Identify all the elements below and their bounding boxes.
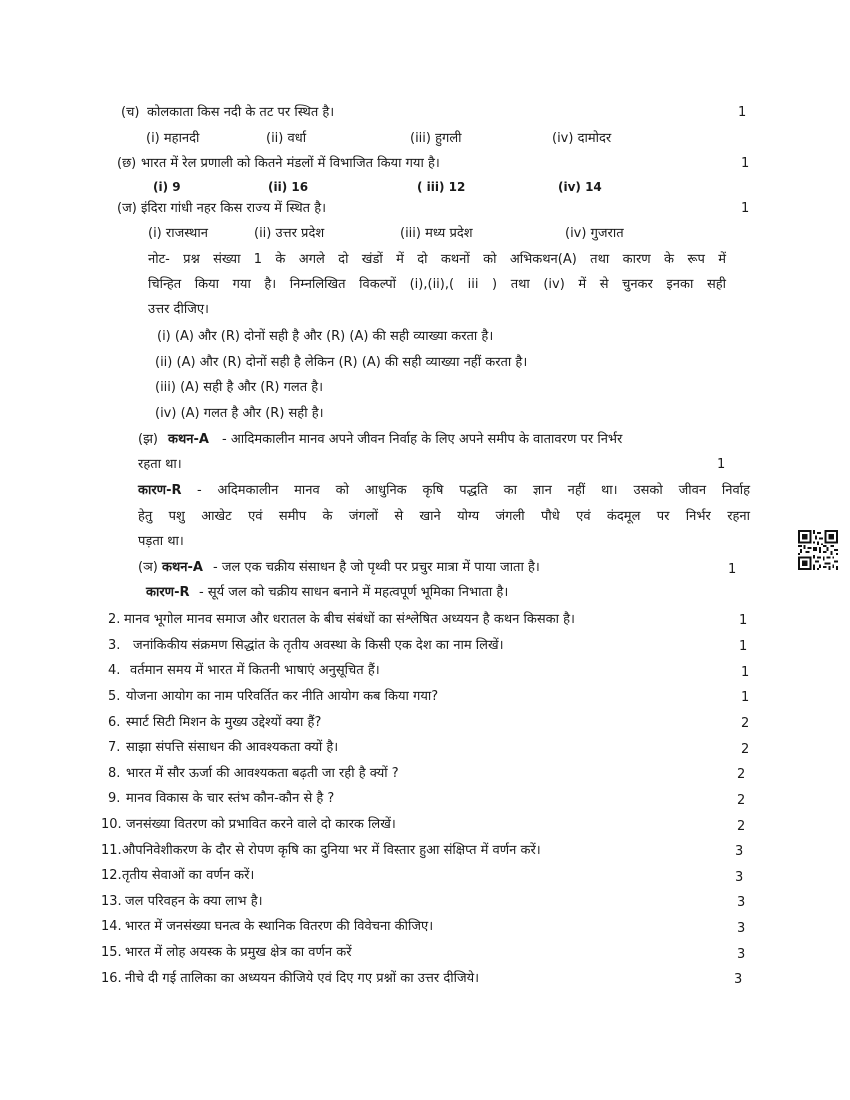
question-text: वर्तमान समय में भारत में कितनी भाषाएं अनुसूचित हैं। [130,663,380,678]
reason-text: - अदिमकालीन मानव को आधुनिक कृषि पद्धति का ज्ञान नहीं था। उसको जीवन निर्वाह [197,483,750,498]
question-text: मानव भूगोल मानव समाज और धरातल के बीच संबंधों का संश्लेषित अध्ययन है कथन किसका है। [124,612,575,627]
question-marks: 2 [737,793,746,808]
question-text: भारत में जनसंख्या घनत्व के स्थानिक वितरण की विवेचना कीजिए। [125,919,434,934]
question-marks: 1 [738,105,747,120]
reason-label: कारण-R [146,585,190,600]
question-text: तृतीय सेवाओं का वर्णन करें। [122,868,255,883]
question-number: 6. [108,715,121,730]
question-text: नीचे दी गई तालिका का अध्ययन कीजिये एवं दिए गए प्रश्नों का उत्तर दीजिये। [125,971,480,986]
question-text: भारत में सौर ऊर्जा की आवश्यकता बढ़ती जा रही है क्यों ? [126,766,399,781]
option: (ii) वर्धा [266,131,307,146]
question-text: जनांकिकीय संक्रमण सिद्धांत के तृतीय अवस्था के किसी एक देश का नाम लिखें। [133,638,504,653]
question-number: 12. [101,868,122,883]
question-number: 14. [101,919,122,934]
question-number: 3. [108,638,121,653]
question-number: 13. [101,894,122,909]
question-text: भारत में रेल प्रणाली को कितने मंडलों में विभाजित किया गया है। [141,156,440,171]
question-number: 7. [108,740,121,755]
question-marks: 1 [717,457,726,472]
question-number: 15. [101,945,122,960]
option: (ii) 16 [268,180,309,194]
question-number: 5. [108,689,121,704]
question-marks: 1 [739,639,748,654]
qr-code-icon [798,530,838,570]
question-marks: 1 [741,201,750,216]
reason-label: कारण-R [138,483,182,498]
question-label: (ज) [117,201,137,216]
note-text: उत्तर दीजिए। [148,302,209,317]
question-marks: 2 [737,819,746,834]
assertion-option: (ii) (A) और (R) दोनों सही है लेकिन (R) (A) की सही व्याख्या नहीं करता है। [155,355,528,370]
question-text: स्मार्ट सिटी मिशन के मुख्य उद्देश्यों क्या हैं? [126,715,322,730]
question-marks: 1 [728,562,737,577]
question-number: 8. [108,766,121,781]
question-marks: 1 [741,665,750,680]
option: (i) 9 [153,180,181,194]
question-text: जल परिवहन के क्या लाभ है। [125,894,263,909]
reason-text: पड़ता था। [138,534,184,549]
question-marks: 2 [741,716,750,731]
question-text: औपनिवेशीकरण के दौर से रोपण कृषि का दुनिया भर में विस्तार हुआ संक्षिप्त में वर्णन करें। [122,843,541,858]
option: (ii) उत्तर प्रदेश [254,226,325,241]
question-marks: 3 [737,895,746,910]
option: (iv) 14 [558,180,602,194]
question-text: योजना आयोग का नाम परिवर्तित कर नीति आयोग कब किया गया? [126,689,439,704]
question-label: (छ) [117,156,137,171]
question-marks: 3 [735,844,744,859]
question-marks: 2 [737,767,746,782]
option: (iv) दामोदर [552,131,612,146]
assertion-text: रहता था। [138,457,182,472]
question-number: 2. [108,612,121,627]
question-label: (च) [121,105,140,120]
question-marks: 3 [734,972,743,987]
question-marks: 3 [735,870,744,885]
assertion-option: (iii) (A) सही है और (R) गलत है। [155,380,324,395]
question-number: 4. [108,663,121,678]
note-text: नोट- प्रश्न संख्या 1 के अगले दो खंडों में दो कथनों को अभिकथन(A) तथा कारण के रूप में [148,252,726,267]
question-marks: 1 [739,613,748,628]
question-marks: 2 [741,742,750,757]
option: (i) महानदी [146,131,200,146]
question-text: मानव विकास के चार स्तंभ कौन-कौन से है ? [126,791,335,806]
reason-text: - सूर्य जल को चक्रीय साधन बनाने में महत्वपूर्ण भूमिका निभाता है। [199,585,509,600]
option: (iv) गुजरात [565,226,624,241]
assertion-option: (i) (A) और (R) दोनों सही है और (R) (A) की सही व्याख्या करता है। [157,329,494,344]
option: ( iii) 12 [417,180,466,194]
question-marks: 3 [737,921,746,936]
assertion-label: कथन-A [168,432,209,447]
question-number: 10. [101,817,122,832]
reason-text: हेतु पशु आखेट एवं समीप के जंगलों से खाने योग्य जंगली पौधे एवं कंदमूल पर निर्भर रहना [138,509,750,524]
question-marks: 3 [737,947,746,962]
question-label: (झ) [138,432,158,447]
option: (iii) हुगली [410,131,462,146]
assertion-option: (iv) (A) गलत है और (R) सही है। [155,406,324,421]
question-marks: 1 [741,690,750,705]
assertion-label: कथन-A [162,560,203,575]
assertion-text: - आदिमकालीन मानव अपने जीवन निर्वाह के लिए अपने समीप के वातावरण पर निर्भर [222,432,623,447]
question-marks: 1 [741,156,750,171]
question-number: 16. [101,971,122,986]
question-label: (ञ) [138,560,158,575]
question-number: 11. [101,843,122,858]
question-number: 9. [108,791,121,806]
question-text: कोलकाता किस नदी के तट पर स्थित है। [147,105,335,120]
option: (iii) मध्य प्रदेश [400,226,473,241]
assertion-text: - जल एक चक्रीय संसाधन है जो पृथ्वी पर प्रचुर मात्रा में पाया जाता है। [213,560,540,575]
question-text: साझा संपत्ति संसाधन की आवश्यकता क्यों है। [126,740,339,755]
question-text: जनसंख्या वितरण को प्रभावित करने वाले दो कारक लिखें। [126,817,396,832]
note-text: चिन्हित किया गया है। निम्नलिखित विकल्पों (i),(ii),( iii ) तथा (iv) में से चुनकर इनका सही [148,277,726,292]
question-text: इंदिरा गांधी नहर किस राज्य में स्थित है। [141,201,327,216]
question-text: भारत में लोह अयस्क के प्रमुख क्षेत्र का वर्णन करें [125,945,352,960]
option: (i) राजस्थान [148,226,208,241]
